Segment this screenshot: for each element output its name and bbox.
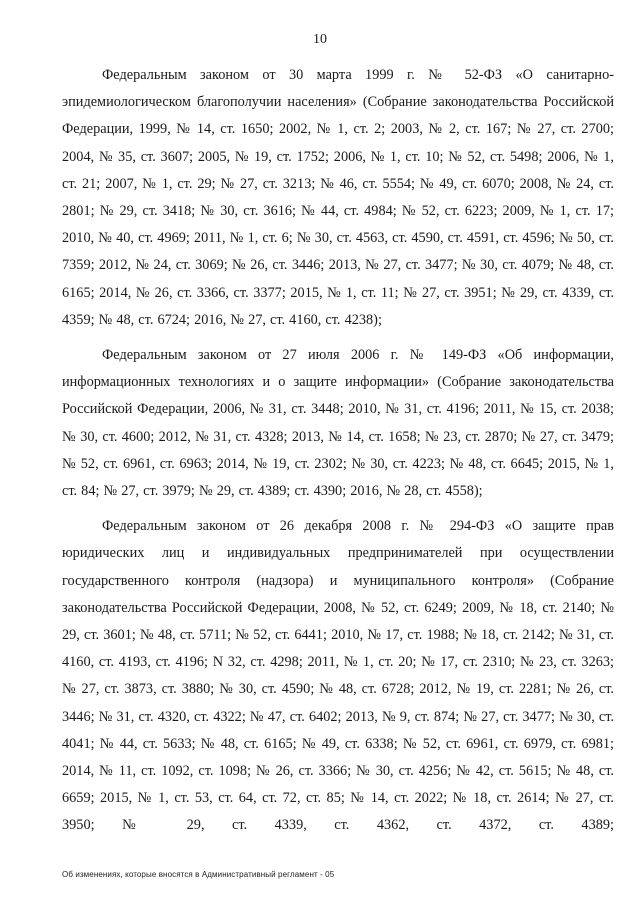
paragraph-law-149-fz: Федеральным законом от 27 июля 2006 г. № 149-ФЗ «Об информации, информационных технологиях и о защите информации» (Собрание законодательства Российской Федерации, 2006, № 31, ст. 3448; 2010, № 31, ст. 4196; 2011, № 15, ст. 2038; № 30, ст. 4600; 2012, № 31, ст. 4328; 2013, № 14, ст. 1658; № 23, ст. 2870; № 27, ст. 3479; № 52, ст. 6961, ст. 6963; 2014, № 19, ст. 2302; № 30, ст. 4223; № 48, ст. 6645; 2015, № 1, ст. 84; № 27, ст. 3979; № 29, ст. 4389; ст. 4390; 2016, № 28, ст. 4558); (62, 347, 614, 500)
page-footer: Об изменениях, которые вносятся в Административный регламент - 05 (62, 870, 335, 879)
document-body (62, 62, 614, 840)
page-number: 10 (313, 32, 327, 47)
paragraph-law-52-fz: Федеральным законом от 30 марта 1999 г. № 52-ФЗ «О санитарно-эпидемиологическом благополучии населения» (Собрание законодательства Российской Федерации, 1999, № 14, ст. 1650; 2002, № 1, ст. 2; 2003, № 2, ст. 167; № 27, ст. 2700; 2004, № 35, ст. 3607; 2005, № 19, ст. 1752; 2006, № 1, ст. 10; № 52, ст. 5498; 2006, № 1, ст. 21; 2007, № 1, ст. 29; № 27, ст. 3213; № 46, ст. 5554; № 49, ст. 6070; 2008, № 24, ст. 2801; № 29, ст. 3418; № 30, ст. 3616; № 44, ст. 4984; № 52, ст. 6223; 2009, № 1, ст. 17; 2010, № 40, ст. 4969; 2011, № 1, ст. 6; № 30, ст. 4563, ст. 4590, ст. 4591, ст. 4596; № 50, ст. 7359; 2012, № 24, ст. 3069; № 26, ст. 3446; 2013, № 27, ст. 3477; № 30, ст. 4079; № 48, ст. 6165; 2014, № 26, ст. 3366, ст. 3377; 2015, № 1, ст. 11; № 27, ст. 3951; № 29, ст. 4339, ст. 4359; № 48, ст. 6724; 2016, № 27, ст. 4160, ст. 4238); (62, 67, 614, 328)
paragraph-law-294-fz: Федеральным законом от 26 декабря 2008 г. № 294-ФЗ «О защите прав юридических лиц и индивидуальных предпринимателей при осуществлении государственного контроля (надзора) и муниципального контроля» (Собрание законодательства Российской Федерации, 2008, № 52, ст. 6249; 2009, № 18, ст. 2140; № 29, ст. 3601; № 48, ст. 5711; № 52, ст. 6441; 2010, № 17, ст. 1988; № 18, ст. 2142; № 31, ст. 4160, ст. 4193, ст. 4196; N 32, ст. 4298; 2011, № 1, ст. 20; № 17, ст. 2310; № 23, ст. 3263; № 27, ст. 3873, ст. 3880; № 30, ст. 4590; № 48, ст. 6728; 2012, № 19, ст. 2281; № 26, ст. 3446; № 31, ст. 4320, ст. 4322; № 47, ст. 6402; 2013, № 9, ст. 874; № 27, ст. 3477; № 30, ст. 4041; № 44, ст. 5633; № 48, ст. 6165; № 49, ст. 6338; № 52, ст. 6961, ст. 6979, ст. 6981; 2014, № 11, ст. 1092, ст. 1098; № 26, ст. 3366; № 30, ст. 4256; № 42, ст. 5615; № 48, ст. 6659; 2015, № 1, ст. 53, ст. 64, ст. 72, ст. 85; № 14, ст. 2022; № 18, ст. 2614; № 27, ст. 3950; № 29, ст. 4339, ст. 4362, ст. 4372, ст. 4389; (62, 518, 614, 834)
